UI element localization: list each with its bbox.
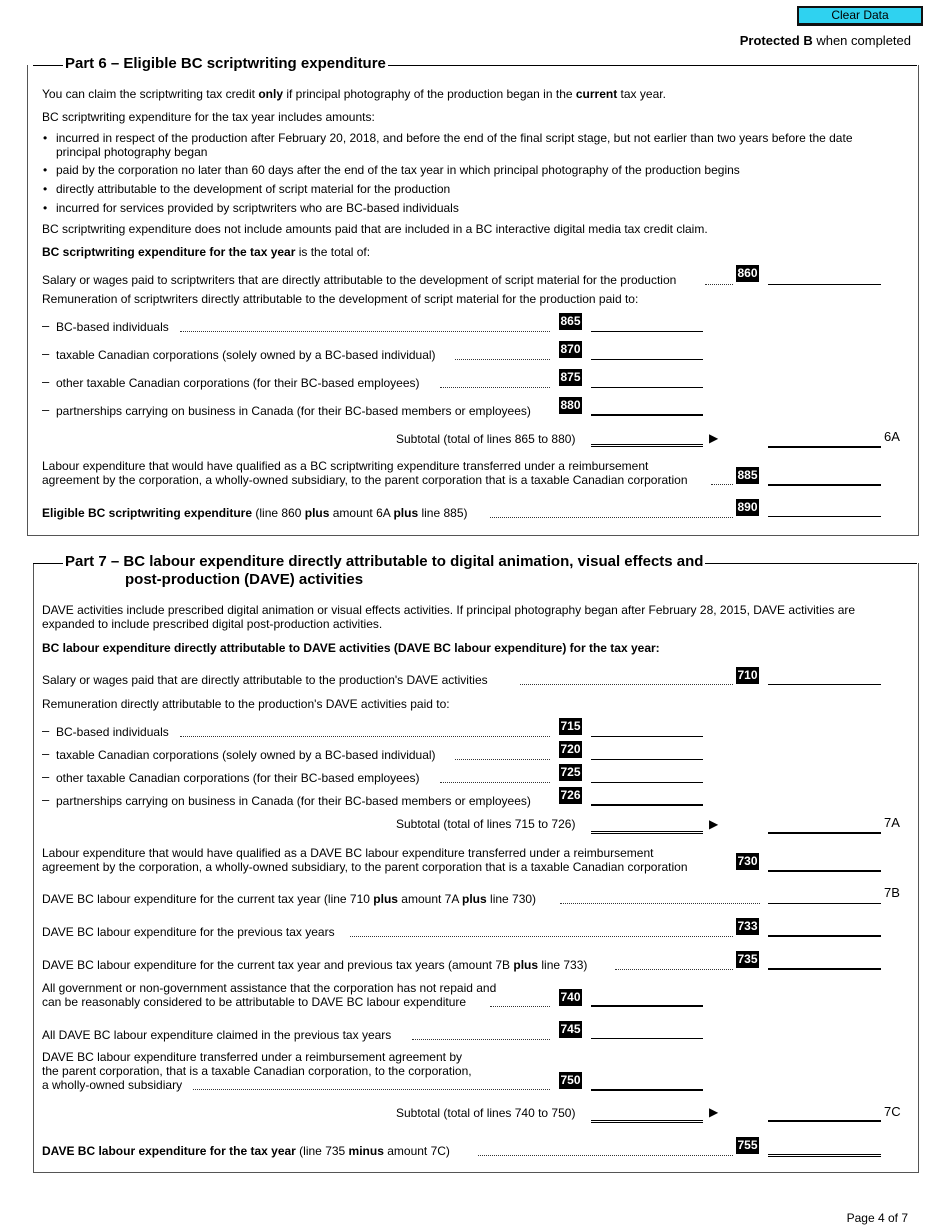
amount-6a-field[interactable] — [768, 432, 881, 448]
part7-remun-label: Remuneration directly attributable to the production's DAVE activities paid to: — [42, 697, 450, 711]
line-885-code: 885 — [737, 468, 758, 482]
line-860-field[interactable] — [768, 270, 881, 285]
subtotal-7c-label: Subtotal (total of lines 740 to 750) — [396, 1106, 576, 1120]
line-726-label: partnerships carrying on business in Canada (for their BC-based members or employees) — [56, 794, 531, 808]
line-745-label: All DAVE BC labour expenditure claimed in the previous tax years — [42, 1028, 392, 1042]
line-740-code: 740 — [560, 990, 581, 1004]
subtotal-7a-left-field[interactable] — [591, 817, 703, 834]
dash-icon: – — [42, 723, 50, 738]
leader-dots — [711, 484, 733, 485]
line-750-code: 750 — [560, 1073, 581, 1087]
part6-remun-label: Remuneration of scriptwriters directly attributable to the development of script material for the production paid to: — [42, 292, 639, 306]
leader-dots — [490, 1006, 550, 1007]
line-885-field[interactable] — [768, 470, 881, 486]
dash-icon: – — [42, 346, 50, 361]
leader-dots — [440, 782, 550, 783]
clear-data-button[interactable]: Clear Data — [797, 6, 923, 26]
part7-title-2: post-production (DAVE) activities — [125, 571, 364, 588]
leader-dots — [560, 903, 760, 904]
line-735-field[interactable] — [768, 954, 881, 970]
line-733-label: DAVE BC labour expenditure for the previous tax years — [42, 925, 335, 939]
right-arrow-icon: ▶ — [709, 431, 719, 445]
right-arrow-icon: ▶ — [709, 1105, 719, 1119]
dash-icon: – — [42, 402, 50, 417]
part6-bullet-3: directly attributable to the development of script material for the production — [56, 182, 451, 196]
line-750-field[interactable] — [591, 1075, 703, 1091]
dash-icon: – — [42, 792, 50, 807]
part6-bullet-1: incurred in respect of the production after February 20, 2018, and before the end of the final script stage, but not earlier than two years before the date principal photography began — [56, 131, 853, 159]
line-890-field[interactable] — [768, 502, 881, 517]
leader-dots — [490, 517, 733, 518]
line-875-code: 875 — [560, 370, 581, 384]
leader-dots — [705, 284, 733, 285]
subtotal-7c-left-field[interactable] — [591, 1106, 703, 1123]
part6-title: Part 6 – Eligible BC scriptwriting expenditure — [65, 55, 386, 72]
leader-dots — [455, 759, 550, 760]
line-870-label: taxable Canadian corporations (solely owned by a BC-based individual) — [56, 348, 436, 362]
line-755-code: 755 — [737, 1138, 758, 1152]
line-860-code: 860 — [737, 266, 758, 280]
leader-dots — [350, 936, 733, 937]
leader-dots — [193, 1089, 550, 1090]
line-755-label: DAVE BC labour expenditure for the tax year (line 735 minus amount 7C) — [42, 1144, 450, 1158]
line-745-code: 745 — [560, 1022, 581, 1036]
line-880-code: 880 — [560, 398, 581, 412]
line-720-label: taxable Canadian corporations (solely owned by a BC-based individual) — [56, 748, 436, 762]
line-730-field[interactable] — [768, 856, 881, 872]
protected-b-rest: when completed — [812, 33, 911, 48]
line-885-label-2: agreement by the corporation, a wholly-owned subsidiary, to the parent corporation that is a taxable Canadian corporation — [42, 473, 688, 487]
line-726-code: 726 — [560, 788, 581, 802]
bullet-dot: • — [43, 201, 48, 215]
dash-icon: – — [42, 746, 50, 761]
line-745-field[interactable] — [591, 1024, 703, 1039]
line-870-field[interactable] — [591, 345, 703, 360]
line-750-label-1: DAVE BC labour expenditure transferred under a reimbursement agreement by — [42, 1050, 462, 1064]
amount-7b-field[interactable] — [768, 889, 881, 904]
amount-7b-label: 7B — [884, 885, 900, 900]
line-885-label-1: Labour expenditure that would have qualified as a BC scriptwriting expenditure transferred under a reimbursement — [42, 459, 649, 473]
amount-7c-field[interactable] — [768, 1106, 881, 1122]
line-755-field[interactable] — [768, 1140, 881, 1157]
line-890-label: Eligible BC scriptwriting expenditure (line 860 plus amount 6A plus line 885) — [42, 506, 468, 520]
line-740-label-1: All government or non-government assistance that the corporation has not repaid and — [42, 981, 497, 995]
line-715-field[interactable] — [591, 722, 703, 737]
protected-b-label: Protected B — [739, 33, 813, 48]
leader-dots — [180, 331, 550, 332]
line-726-field[interactable] — [591, 790, 703, 806]
line-865-field[interactable] — [591, 317, 703, 332]
part6-intro-1: You can claim the scriptwriting tax credit only if principal photography of the production began in the current tax year. — [42, 87, 666, 101]
part6-bullet-2: paid by the corporation no later than 60 days after the end of the tax year in which principal photography of the production begins — [56, 163, 740, 177]
line-880-field[interactable] — [591, 400, 703, 416]
part6-exclusion: BC scriptwriting expenditure does not include amounts paid that are included in a BC interactive digital media tax credit claim. — [42, 222, 708, 236]
line-870-code: 870 — [560, 342, 581, 356]
line-880-label: partnerships carrying on business in Canada (for their BC-based members or employees) — [56, 404, 531, 418]
line-725-code: 725 — [560, 765, 581, 779]
line-733-field[interactable] — [768, 921, 881, 937]
line-890-code: 890 — [737, 500, 758, 514]
line-720-field[interactable] — [591, 745, 703, 760]
protected-b-notice — [740, 33, 911, 48]
line-875-field[interactable] — [591, 373, 703, 388]
line-720-code: 720 — [560, 742, 581, 756]
leader-dots — [520, 684, 733, 685]
page-number: Page 4 of 7 — [846, 1211, 908, 1225]
leader-dots — [412, 1039, 550, 1040]
amount-7a-label: 7A — [884, 815, 900, 830]
line-735-label: DAVE BC labour expenditure for the current tax year and previous tax years (amount 7B plus line 733) — [42, 958, 588, 972]
amount-6a-label: 6A — [884, 429, 900, 444]
subtotal-6a-left-field[interactable] — [591, 430, 703, 447]
line-875-label: other taxable Canadian corporations (for their BC-based employees) — [56, 376, 420, 390]
line-715-label: BC-based individuals — [56, 725, 169, 739]
line-865-code: 865 — [560, 314, 581, 328]
line-715-code: 715 — [560, 719, 581, 733]
leader-dots — [478, 1155, 733, 1156]
line-730-label-2: agreement by the corporation, a wholly-owned subsidiary, to the parent corporation that is a taxable Canadian corporation — [42, 860, 688, 874]
bullet-dot: • — [43, 182, 48, 196]
line-860-label: Salary or wages paid to scriptwriters that are directly attributable to the development of script material for the production — [42, 273, 677, 287]
subtotal-7a-label: Subtotal (total of lines 715 to 726) — [396, 817, 576, 831]
line-750-label-3: a wholly-owned subsidiary — [42, 1078, 183, 1092]
amount-7a-field[interactable] — [768, 818, 881, 834]
subtotal-6a-label: Subtotal (total of lines 865 to 880) — [396, 432, 576, 446]
line-740-field[interactable] — [591, 991, 703, 1007]
line-730-label-1: Labour expenditure that would have qualified as a DAVE BC labour expenditure transferred under a reimbursement — [42, 846, 654, 860]
line-730-code: 730 — [737, 854, 758, 868]
line-710-label: Salary or wages paid that are directly attributable to the production's DAVE activities — [42, 673, 488, 687]
part7-title-1: Part 7 – BC labour expenditure directly attributable to digital animation, visual effects and — [65, 553, 704, 570]
part6-total-heading: BC scriptwriting expenditure for the tax year is the total of: — [42, 245, 371, 259]
bullet-dot: • — [43, 163, 48, 177]
leader-dots — [615, 969, 733, 970]
line-710-field[interactable] — [768, 670, 881, 685]
line-750-label-2: the parent corporation, that is a taxable Canadian corporation, to the corporation, — [42, 1064, 472, 1078]
line-725-field[interactable] — [591, 768, 703, 783]
line-740-label-2: can be reasonably considered to be attributable to DAVE BC labour expenditure — [42, 995, 467, 1009]
line-710-code: 710 — [737, 668, 758, 682]
line-865-label: BC-based individuals — [56, 320, 169, 334]
right-arrow-icon: ▶ — [709, 817, 719, 831]
part6-bullet-4: incurred for services provided by scriptwriters who are BC-based individuals — [56, 201, 459, 215]
part6-intro-2: BC scriptwriting expenditure for the tax year includes amounts: — [42, 110, 375, 124]
line-7b-label: DAVE BC labour expenditure for the current tax year (line 710 plus amount 7A plus line 730) — [42, 892, 537, 906]
dash-icon: – — [42, 769, 50, 784]
line-735-code: 735 — [737, 952, 758, 966]
part7-intro-heading: BC labour expenditure directly attributable to DAVE activities (DAVE BC labour expenditure) for the tax year: — [42, 641, 660, 655]
part7-intro-1: DAVE activities include prescribed digital animation or visual effects activities. If principal photography began after February 28, 2015, DAVE activities are expanded to include prescribed digital post-production activities. — [42, 603, 856, 631]
line-733-code: 733 — [737, 919, 758, 933]
dash-icon: – — [42, 318, 50, 333]
leader-dots — [180, 736, 550, 737]
dash-icon: – — [42, 374, 50, 389]
leader-dots — [440, 387, 550, 388]
line-725-label: other taxable Canadian corporations (for their BC-based employees) — [56, 771, 420, 785]
leader-dots — [455, 359, 550, 360]
bullet-dot: • — [43, 131, 48, 145]
amount-7c-label: 7C — [884, 1104, 901, 1119]
